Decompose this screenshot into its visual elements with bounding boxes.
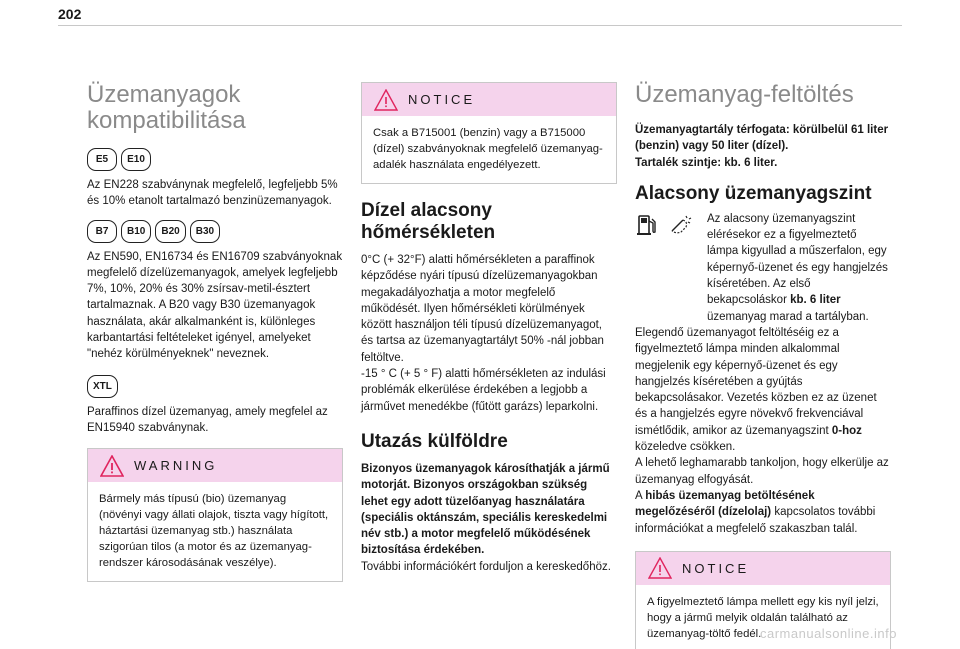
low-fuel-p4-a: A <box>635 489 646 502</box>
section-title-low-fuel: Alacsony üzemanyagszint <box>635 182 872 204</box>
header-rule <box>58 25 902 26</box>
notice-title: NOTICE <box>408 92 476 107</box>
section-title-refuelling: Üzemanyag-feltöltés <box>635 81 854 108</box>
section-title-abroad: Utazás külföldre <box>361 430 508 452</box>
notice-text: Csak a B715001 (benzin) vagy a B715000 (dízel) szabványoknak megfelelő üzemanyag-adalék használata engedélyezett. <box>373 127 603 171</box>
watermark: carmanualsonline.info <box>760 626 897 641</box>
notice-title-2: NOTICE <box>682 560 750 576</box>
column-diesel <box>361 82 617 575</box>
low-fuel-p4-bold: hibás üzemanyag betöltésének megelőzéséről (dízelolaj) <box>635 489 815 519</box>
section-title-cold: Dízel alacsony hőmérsékleten <box>361 200 496 243</box>
abroad-bold-text: Bizonyos üzemanyagok károsíthatják a jármű motorját. Bizonyos országokban szükség lehet egy adott tüzelőanyag használatára (speciális oktánszám, speciális kereskedelmi név stb.) a motor megfelelő működésének biztosítása érdekében. <box>361 462 610 557</box>
diesel-text: Az EN590, EN16734 és EN16709 szabványoknak megfelelő dízelüzemanyagok, amelyek legfeljebb 7%, 10%, 20% és 30% zsírsav-metil-észtert tartalmaznak. A B20 vagy B30 üzemanyagok használata, akár alkalmanként is, különleges karbantartási feltételeket igényel, amelyeket "nehéz körülményeknek" neveznek. <box>87 250 343 361</box>
low-fuel-intro-end: üzemanyag marad a tartályban. <box>707 310 869 323</box>
xtl-text: Paraffinos dízel üzemanyag, amely megfelel az EN15940 szabványnak. <box>87 405 328 434</box>
sound-alert-icon <box>669 213 693 237</box>
low-fuel-p2-text: Elegendő üzemanyagot feltöltéséig ez a figyelmeztető lámpa minden alkalommal megjelenik egy képernyő-üzenet és egy hangjelzés kíséretében a gyújtás bekapcsolásakor. Vezetés közben ez az üzenet és a hangjelzés egyre növekvő frekvenciával ismétlődik, amikor az üzemanyagszint <box>635 326 877 437</box>
low-fuel-p3: A lehető leghamarabb tankoljon, hogy elkerülje az üzemanyag elfogyását. <box>635 457 889 486</box>
low-fuel-intro: Az alacsony üzemanyagszint elérésekor ez a figyelmeztető lámpa kigyullad a műszerfalon, egy képernyő-üzenet és egy hangjelzés kíséretében. Az első bekapcsoláskor <box>707 212 888 307</box>
notice-triangle-icon <box>374 89 398 111</box>
warning-box <box>87 448 343 582</box>
petrol-text: Az EN228 szabványnak megfelelő, legfeljebb 5% és 10% etanolt tartalmazó benzinüzemanyagok. <box>87 179 338 208</box>
petrol-fuel-chips <box>87 148 343 171</box>
fuel-chip-b20: B20 <box>155 220 185 243</box>
notice-text-2: A figyelmeztető lámpa mellett egy kis nyíl jelzi, hogy a jármű melyik oldalán található az üzemanyag-töltő fedél. <box>647 595 879 640</box>
fuel-chip-xtl: XTL <box>87 375 118 398</box>
notice-header <box>362 83 616 116</box>
column-compatibility <box>87 82 343 590</box>
fuel-chip-b10: B10 <box>121 220 151 243</box>
low-fuel-p2-end: közeledve csökken. <box>635 441 736 454</box>
notice-box-additive <box>361 82 617 184</box>
low-fuel-p4 <box>635 488 891 537</box>
low-fuel-p2 <box>635 325 891 455</box>
low-fuel-p4-end: kapcsolatos további információkat a megfelelő szakaszban talál. <box>635 506 876 535</box>
reserve-text: Tartalék szintje: kb. 6 liter. <box>635 156 778 169</box>
cold-text-1: 0°C (+ 32°F) alatti hőmérsékleten a paraffinok képződése nyári típusú dízelüzemanyagokban megakadályozhatja a motor megfelelő működését. Ilyen hőmérsékleti körülmények között használjon téli típusú dízelüzemanyagot, és tartsa az üzemanyagtartályt 50% -nál jobban feltöltve. <box>361 254 604 364</box>
fuel-chip-e10: E10 <box>121 148 151 171</box>
fuel-chip-e5: E5 <box>87 148 117 171</box>
low-fuel-p2-bold: 0-hoz <box>831 424 862 437</box>
low-fuel-intro-bold: kb. 6 liter <box>790 294 841 307</box>
capacity-text: Üzemanyagtartály térfogata: körülbelül 61 liter (benzin) vagy 50 liter (dízel). <box>635 124 889 153</box>
column-refuelling <box>635 82 891 649</box>
cold-text-2: -15 ° C (+ 5 ° F) alatti hőmérsékleten az indulási problémák elkerülése érdekében a legjobb a járművet menedékbe (fűtött garázs) leparkolni. <box>361 368 606 413</box>
fuel-chip-b30: B30 <box>190 220 220 243</box>
warning-header <box>88 449 342 482</box>
diesel-fuel-chips <box>87 220 343 243</box>
fuel-chip-b7: B7 <box>87 220 117 243</box>
fuel-pump-icon <box>635 213 659 237</box>
notice-triangle-icon-2 <box>648 557 672 579</box>
page-number: 202 <box>58 6 82 22</box>
abroad-text: További információkért forduljon a kereskedőhöz. <box>361 560 611 573</box>
warning-text: Bármely más típusú (bio) üzemanyag (növényi vagy állati olajok, tiszta vagy hígított, háztartási üzemanyag stb.) használata szigorúan tilos (a motor és az üzemanyag-rendszer károsodásának veszélye). <box>99 493 329 570</box>
notice-header-2 <box>636 552 890 585</box>
warning-title: WARNING <box>134 458 218 474</box>
section-title-compatibility: Üzemanyagok kompatibilitása <box>87 81 246 134</box>
xtl-fuel-chips <box>87 375 343 398</box>
warning-triangle-icon <box>100 455 124 477</box>
